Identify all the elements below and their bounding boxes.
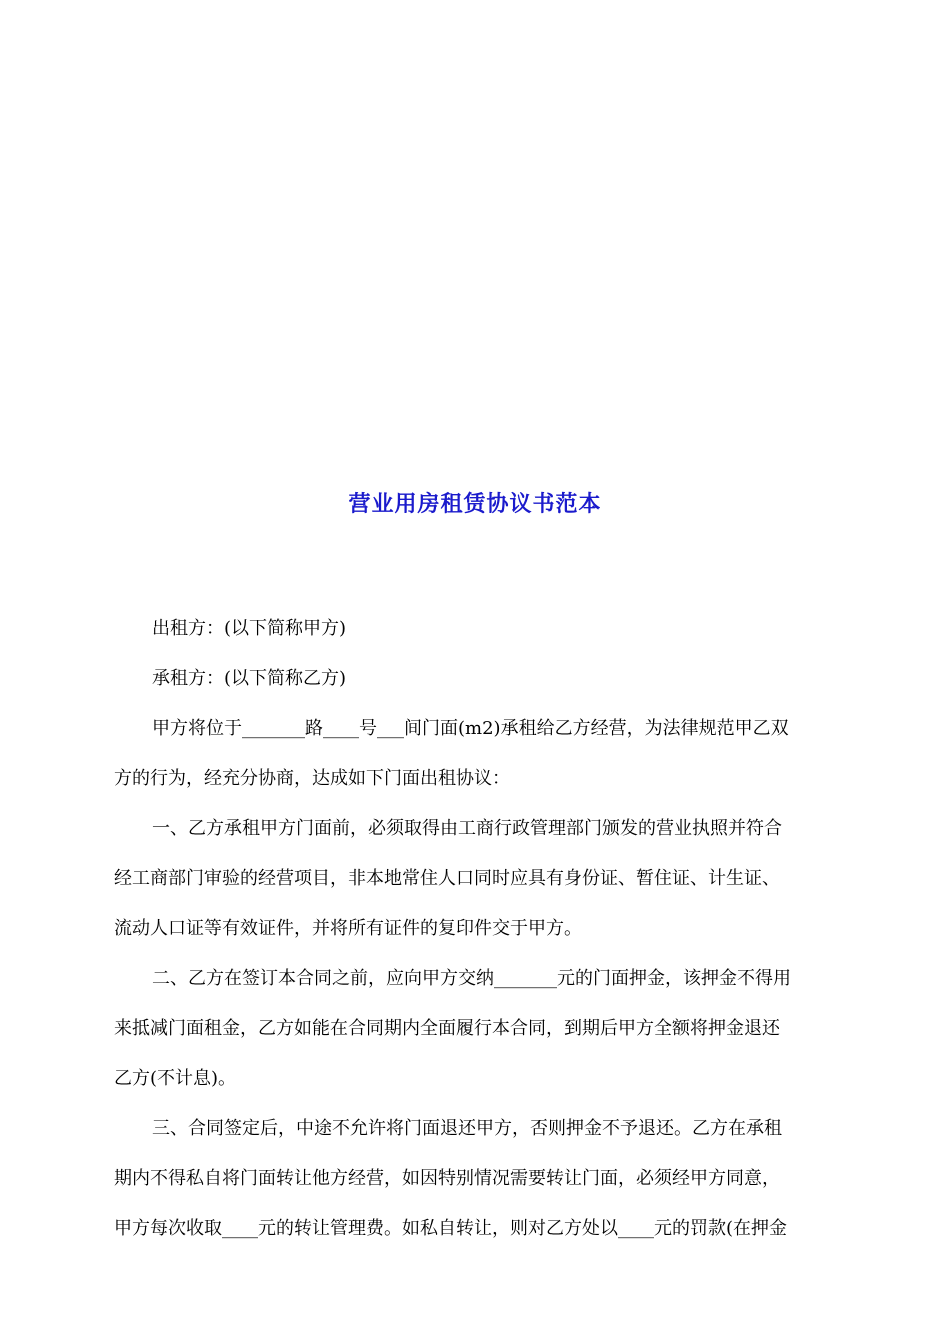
document-title: 营业用房租赁协议书范本	[348, 491, 602, 517]
clause-3-line-1: 三、合同签定后，中途不允许将门面退还甲方，否则押金不予退还。乙方在承租	[152, 1118, 782, 1139]
clause-2-line-3: 乙方(不计息)。	[114, 1068, 237, 1089]
clause-2-paragraph	[114, 954, 836, 1104]
document-body	[114, 604, 836, 1254]
intro-line-2: 方的行为，经充分协商，达成如下门面出租协议：	[114, 768, 510, 789]
clause-2-line-1: 二、乙方在签订本合同之前，应向甲方交纳_______元的门面押金，该押金不得用	[152, 968, 791, 989]
clause-3-line-2: 期内不得私自将门面转让他方经营，如因特别情况需要转让门面，必须经甲方同意，	[114, 1168, 780, 1189]
clause-1-line-1: 一、乙方承租甲方门面前，必须取得由工商行政管理部门颁发的营业执照并符合	[152, 818, 782, 839]
clause-3-line-3: 甲方每次收取____元的转让管理费。如私自转让，则对乙方处以____元的罚款(在押金	[114, 1218, 788, 1239]
intro-line-1: 甲方将位于_______路____号___间门面(m2)承租给乙方经营，为法律规范甲乙双	[152, 718, 789, 739]
clause-2-line-2: 来抵减门面租金，乙方如能在合同期内全面履行本合同，到期后甲方全额将押金退还	[114, 1018, 780, 1039]
clause-1-line-2: 经工商部门审验的经营项目，非本地常住人口同时应具有身份证、暂住证、计生证、	[114, 868, 780, 889]
clause-1-line-3: 流动人口证等有效证件，并将所有证件的复印件交于甲方。	[114, 918, 582, 939]
lessor-paragraph	[114, 604, 836, 654]
intro-paragraph	[114, 704, 836, 804]
lessor-line: 出租方：(以下简称甲方)	[152, 618, 347, 639]
clause-3-paragraph	[114, 1104, 836, 1254]
clause-1-paragraph	[114, 804, 836, 954]
lessee-line: 承租方：(以下简称乙方)	[152, 668, 347, 689]
lessee-paragraph	[114, 654, 836, 704]
